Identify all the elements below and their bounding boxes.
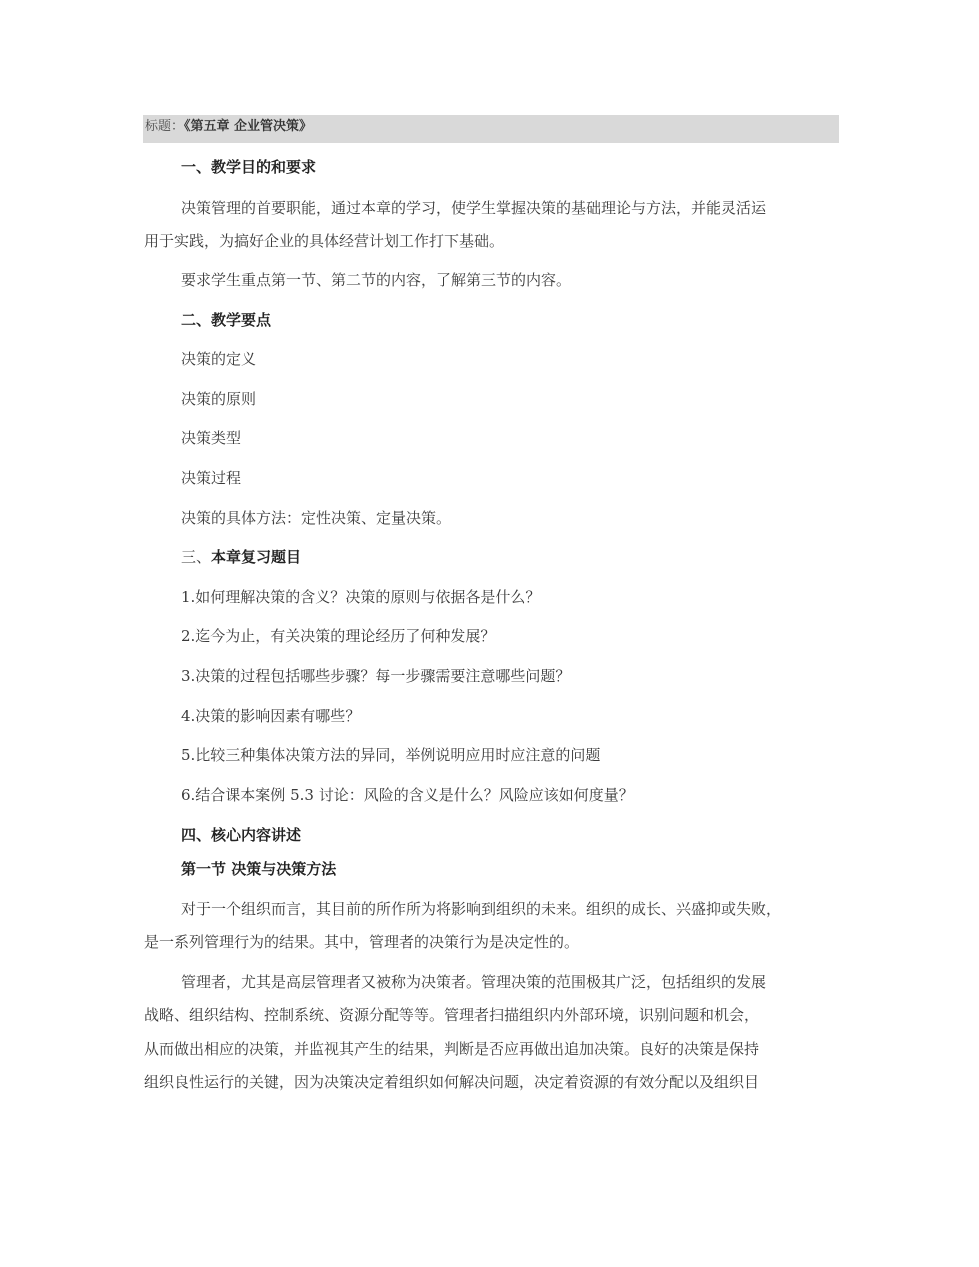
paragraph-line: 管理者，尤其是高层管理者又被称为决策者。管理决策的范围极其广泛，包括组织的发展 — [181, 973, 767, 991]
paragraph-line: 决策管理的首要职能，通过本章的学习，使学生掌握决策的基础理论与方法，并能灵活运 — [181, 199, 767, 217]
document-title: 《第五章 企业管决策》 — [184, 119, 313, 134]
heading-prefix: 三、 — [181, 548, 212, 566]
heading-text: 本章复习题目 — [211, 548, 302, 566]
heading-teaching-points: 二、教学要点 — [181, 311, 272, 329]
list-item: 决策的具体方法：定性决策、定量决策。 — [181, 509, 452, 527]
review-question: 1.如何理解决策的含义？决策的原则与依据各是什么？ — [181, 588, 541, 606]
review-question: 6.结合课本案例 5.3 讨论：风险的含义是什么？风险应该如何度量？ — [181, 786, 634, 804]
paragraph-line: 组织良性运行的关键，因为决策决定着组织如何解决问题，决定着资源的有效分配以及组织目 — [144, 1073, 760, 1091]
paragraph-line: 对于一个组织而言，其目前的所作所为将影响到组织的未来。组织的成长、兴盛抑或失败， — [181, 900, 782, 918]
paragraph-line: 是一系列管理行为的结果。其中，管理者的决策行为是决定性的。 — [144, 933, 580, 951]
list-item: 决策类型 — [181, 429, 242, 447]
subheading-section-one: 第一节 决策与决策方法 — [181, 860, 337, 878]
heading-review-questions — [181, 547, 301, 567]
review-question: 3.决策的过程包括哪些步骤？每一步骤需要注意哪些问题？ — [181, 667, 571, 685]
paragraph-line: 要求学生重点第一节、第二节的内容，了解第三节的内容。 — [181, 271, 572, 289]
list-item: 决策的定义 — [181, 350, 257, 368]
heading-core-content: 四、核心内容讲述 — [181, 826, 302, 844]
title-bar — [143, 115, 839, 143]
paragraph-line: 用于实践，为搞好企业的具体经营计划工作打下基础。 — [144, 232, 505, 250]
heading-teaching-goals: 一、教学目的和要求 — [181, 158, 317, 176]
list-item: 决策过程 — [181, 469, 242, 487]
title-label: 标题： — [145, 119, 185, 134]
paragraph-line: 战略、组织结构、控制系统、资源分配等等。管理者扫描组织内外部环境，识别问题和机会， — [144, 1006, 760, 1024]
list-item: 决策的原则 — [181, 390, 257, 408]
review-question: 5.比较三种集体决策方法的异同，举例说明应用时应注意的问题 — [181, 746, 601, 764]
review-question: 2.迄今为止，有关决策的理论经历了何种发展？ — [181, 627, 496, 645]
review-question: 4.决策的影响因素有哪些？ — [181, 707, 361, 725]
paragraph-line: 从而做出相应的决策，并监视其产生的结果，判断是否应再做出追加决策。良好的决策是保持 — [144, 1040, 760, 1058]
